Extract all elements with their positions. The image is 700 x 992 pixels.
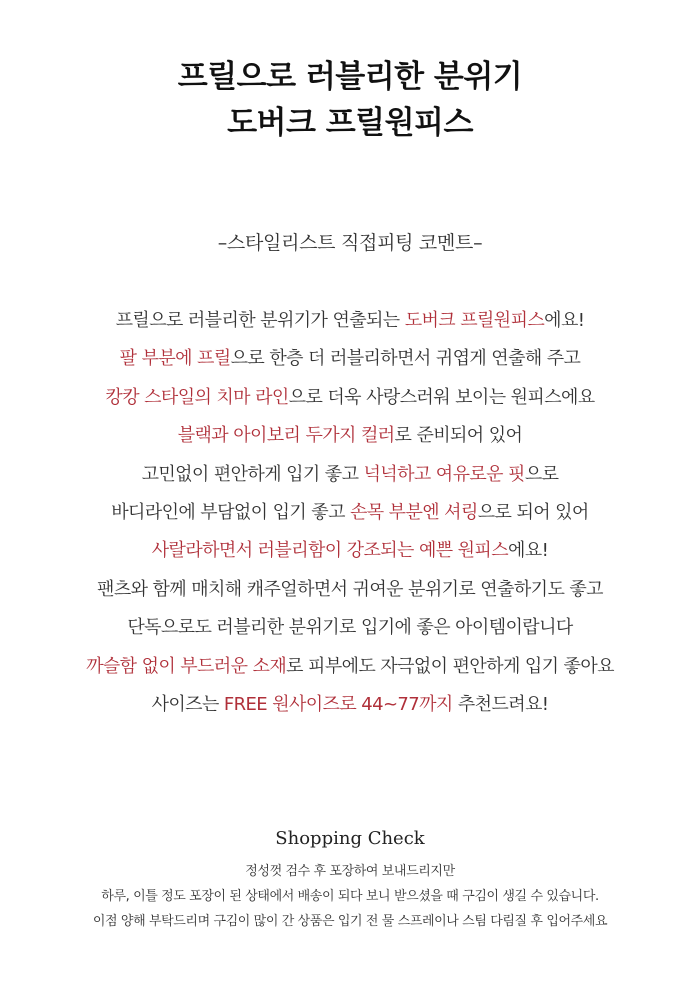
comment-line xyxy=(0,494,700,532)
comment-text: 사이즈는 xyxy=(151,694,224,716)
highlighted-text: 손목 부분엔 셔링 xyxy=(349,502,478,524)
comment-text: 팬츠와 함께 매치해 캐주얼하면서 귀여운 분위기로 연출하기도 좋고 xyxy=(97,578,603,600)
comment-text: 으로 xyxy=(524,463,559,485)
comment-line xyxy=(0,609,700,647)
shopping-check-title: Shopping Check xyxy=(275,828,425,849)
highlighted-text: 캉캉 스타일의 치마 라인 xyxy=(105,386,289,408)
comment-line xyxy=(0,686,700,724)
comment-line xyxy=(0,302,700,340)
comment-text: 로 준비되어 있어 xyxy=(394,425,523,447)
comment-text: 으로 더욱 사랑스러워 보이는 원피스에요 xyxy=(288,386,595,408)
comment-line xyxy=(0,456,700,494)
comment-text: 에요! xyxy=(508,540,549,562)
highlighted-text: 넉넉하고 여유로운 핏 xyxy=(363,463,525,485)
highlighted-text: 블랙과 아이보리 두가지 컬러 xyxy=(177,425,395,447)
stylist-comment-list xyxy=(0,302,700,724)
comment-text: 단독으로도 러블리한 분위기로 입기에 좋은 아이템이랍니다 xyxy=(127,617,573,639)
highlighted-text: 팔 부분에 프릴 xyxy=(119,348,231,370)
comment-text: 추천드려요! xyxy=(452,694,549,716)
comment-text: 프릴으로 러블리한 분위기가 연출되는 xyxy=(115,310,405,331)
highlighted-text: 도버크 프릴원피스 xyxy=(404,310,545,331)
comment-line xyxy=(0,571,700,609)
shopping-check-line: 이점 양해 부탁드리며 구김이 많이 간 상품은 입기 전 물 스프레이나 스팀 다림질 후 입어주세요 xyxy=(92,914,608,929)
comment-text: 으로 되어 있어 xyxy=(477,502,589,524)
stylist-comment-subtitle: –스타일리스트 직접피팅 코멘트– xyxy=(217,232,483,254)
comment-text: 으로 한층 더 러블리하면서 귀엽게 연출해 주고 xyxy=(230,348,581,370)
comment-line xyxy=(0,379,700,417)
comment-text: 고민없이 편안하게 입기 좋고 xyxy=(141,463,364,485)
comment-line xyxy=(0,417,700,455)
shopping-check-section xyxy=(0,825,700,934)
title-line-1: 프릴으로 러블리한 분위기 xyxy=(177,59,523,95)
highlighted-text: 까슬함 없이 부드러운 소재 xyxy=(86,655,287,677)
product-title xyxy=(0,54,700,146)
comment-text: 바디라인에 부담없이 입기 좋고 xyxy=(111,502,350,524)
shopping-check-line: 하루, 이틀 정도 포장이 된 상태에서 배송이 되다 보니 받으셨을 때 구김이 생길 수 있습니다. xyxy=(101,889,599,904)
comment-line xyxy=(0,648,700,686)
comment-text: 로 피부에도 자극없이 편안하게 입기 좋아요 xyxy=(286,655,614,677)
comment-line xyxy=(0,532,700,570)
highlighted-text: FREE 원사이즈로 44~77까지 xyxy=(223,694,453,716)
comment-line xyxy=(0,340,700,378)
title-line-2: 도버크 프릴원피스 xyxy=(227,105,473,141)
comment-text: 에요! xyxy=(544,310,585,331)
highlighted-text: 사랄라하면서 러블리함이 강조되는 예쁜 원피스 xyxy=(151,540,509,562)
shopping-check-line: 정성껏 검수 후 포장하여 보내드리지만 xyxy=(245,864,455,879)
